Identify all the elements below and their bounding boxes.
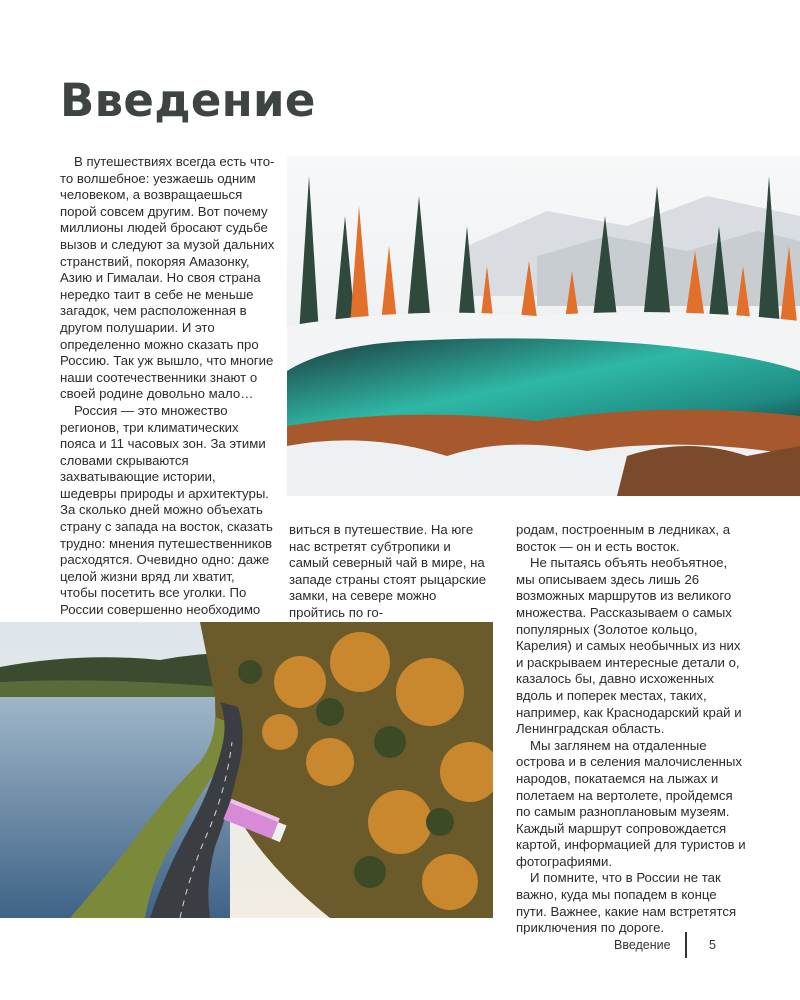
photo-autumn-road xyxy=(0,622,493,918)
paragraph: В путешествиях всегда есть что-то волшебное: уезжаешь одним человеком, а возвращаешься порой совсем другим. Вот почему миллионы людей бросают судьбе вызов и следуют за музой дальних странствий, покоряя Амазонку, Азию и Гималаи. Но своя страна нередко таит в себе не меньше загадок, чем расположенная в другом полушарии. И это определенно можно сказать про Россию. Так уж вышло, что многие наши соотечественники знают о своей родине довольно мало… xyxy=(60,154,275,402)
paragraph: И помните, что в России не так важно, куда мы попадем в конце пути. Важнее, какие нам встретятся приключения по дороге. xyxy=(516,870,737,936)
page-number: 5 xyxy=(709,938,716,952)
text-column-1 xyxy=(60,154,275,635)
photo-winter-lake xyxy=(287,156,800,496)
paragraph: Россия — это множество регионов, три климатических пояса и 11 часовых зон. За этими словами скрываются захватывающие истории, шедевры природы и архитектуры. За сколько дней можно объехать страну с запада на восток, сказать трудно: мнения путешественников расходятся. Очевидно одно: даже целой жизни вряд ли хватит, чтобы посетить все уголки. По России совершенно необходимо xyxy=(60,402,273,618)
paragraph: родам, построенным в ледниках, а восток — он и есть восток. xyxy=(516,522,731,554)
footer-section-label: Введение xyxy=(614,938,671,952)
footer-divider xyxy=(685,932,687,958)
paragraph: виться в путешествие. На юге нас встретят субтропики и самый северный чай в мире, на западе страны стоят рыцарские замки, на севере можно пройтись по го- xyxy=(289,522,487,620)
paragraph: Не пытаясь объять необъятное, мы описываем здесь лишь 26 возможных маршрутов из великого множества. Рассказываем о самых популярных (Золотое кольцо, Карелия) и самых необычных из них и раскрываем интересные детали о, казалось бы, давно исхоженных вдоль и поперек местах, таких, например, как Краснодарский край и Ленинградская область. xyxy=(516,555,742,737)
paragraph: Мы заглянем на отдаленные острова и в селения малочисленных народов, покатаемся на лыжах и полетаем на вертолете, пройдемся по самым разноплановым музеям. Каждый маршрут сопровождается картой, информацией для туристов и фотографиями. xyxy=(516,737,746,869)
text-column-2 xyxy=(289,522,494,622)
page-title: Введение xyxy=(60,74,316,127)
text-column-3 xyxy=(516,522,746,937)
